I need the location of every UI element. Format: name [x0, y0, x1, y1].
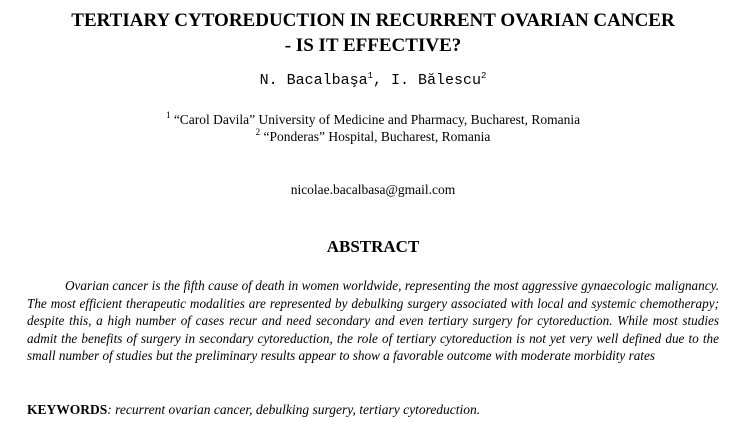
affiliation-text: “Carol Davila” University of Medicine and Pharmacy, Bucharest, Romania [173, 112, 581, 127]
paper-title [10, 8, 736, 58]
abstract-body: Ovarian cancer is the fifth cause of death in women worldwide, representing the most aggressive gynaecologic malignancy. The most efficient therapeutic modalities are represented by debulking surgery associated with local and systemic chemotherapy; despite this, a high number of cases recur and need secondary and even tertiary surgery for cytoreduction. While most studies admit the benefits of surgery in secondary cytoreduction, the role of tertiary cytoreduction is not yet very well defined due to the small number of studies but the preliminary results appear to show a favorable outcome with moderate morbidity rates [27, 278, 719, 364]
affiliation [0, 128, 746, 145]
author-separator: , [373, 72, 392, 89]
affiliation-marker: 1 [165, 110, 171, 120]
affiliation-marker: 2 [255, 127, 261, 137]
keywords-label: KEYWORDS [27, 402, 108, 417]
paper-title-line-1: TERTIARY CYTOREDUCTION IN RECURRENT OVARIAN CANCER [71, 10, 675, 31]
author-name: N. Bacalbaşa [259, 72, 368, 89]
author-name: I. Bălescu [391, 72, 482, 89]
author-list [0, 71, 746, 91]
paper-title-line-2: - IS IT EFFECTIVE? [284, 35, 462, 56]
abstract-heading: ABSTRACT [326, 237, 420, 256]
keywords-text: : recurrent ovarian cancer, debulking surgery, tertiary cytoreduction. [107, 402, 481, 417]
author-affiliation-marker: 1 [367, 71, 373, 81]
keywords [27, 401, 727, 419]
author-affiliation-marker: 2 [481, 71, 487, 81]
affiliation-text: “Ponderas” Hospital, Bucharest, Romania [263, 129, 491, 144]
corresponding-email: nicolae.bacalbasa@gmail.com [290, 182, 456, 197]
affiliation [0, 111, 746, 128]
